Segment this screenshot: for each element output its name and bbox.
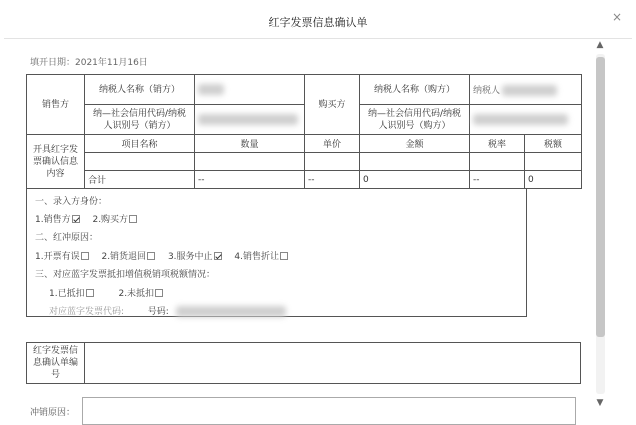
buyer-name-value bbox=[470, 75, 582, 105]
close-icon[interactable]: × bbox=[611, 10, 622, 24]
scroll-up-icon[interactable]: ▲ bbox=[596, 40, 604, 50]
scroll-down-icon[interactable]: ▼ bbox=[596, 398, 604, 408]
seller-id-value bbox=[195, 105, 305, 135]
seller-name-value bbox=[195, 75, 305, 105]
col-header-quantity: 数量 bbox=[195, 135, 305, 153]
scroll-track[interactable] bbox=[596, 54, 605, 394]
option-service-stop-checkbox[interactable] bbox=[214, 252, 222, 260]
reason-textarea[interactable] bbox=[82, 397, 576, 425]
item-cell[interactable] bbox=[85, 153, 195, 171]
option-not-deducted-checkbox[interactable] bbox=[155, 289, 163, 297]
buyer-id-label: 纳—社会信用代码/纳税 人识别号（购方） bbox=[360, 105, 470, 135]
option-not-deducted-label: 2.未抵扣 bbox=[118, 289, 155, 299]
option-buyer-checkbox[interactable] bbox=[129, 215, 137, 223]
option-deducted-label: 1.已抵扣 bbox=[49, 289, 85, 299]
total-tax-rate: -- bbox=[470, 171, 525, 189]
option-service-stop-label: 3.服务中止 bbox=[167, 252, 213, 262]
buyer-name-label: 纳税人名称（购方） bbox=[360, 75, 470, 105]
option-discount-label: 4.销售折让 bbox=[234, 252, 279, 262]
blue-invoice-number-label: 号码: bbox=[147, 307, 169, 317]
item-cell[interactable] bbox=[360, 153, 470, 171]
option-return-checkbox[interactable] bbox=[147, 252, 155, 260]
total-quantity: -- bbox=[195, 171, 305, 189]
items-section-label: 开具红字发 票确认信息 内容 bbox=[27, 135, 85, 189]
col-header-amount: 金额 bbox=[360, 135, 470, 153]
invoice-table bbox=[26, 74, 582, 189]
buyer-name-redacted bbox=[502, 85, 557, 96]
option-error-label: 1.开票有误 bbox=[35, 252, 80, 262]
option-return-label: 2.销货退回 bbox=[101, 252, 147, 262]
scroll-thumb[interactable] bbox=[596, 57, 605, 337]
seller-id-label: 纳—社会信用代码/纳税 人识别号（销方） bbox=[85, 105, 195, 135]
total-amount: 0 bbox=[360, 171, 470, 189]
title-divider bbox=[4, 38, 632, 39]
reason-question: 二、红冲原因： bbox=[35, 233, 99, 243]
option-deducted-checkbox[interactable] bbox=[86, 289, 94, 297]
entry-role-options bbox=[35, 212, 140, 225]
dialog-title: 红字发票信息确认单 bbox=[268, 16, 368, 29]
buyer-id-value bbox=[470, 105, 582, 135]
seller-id-redacted bbox=[198, 114, 298, 125]
confirmation-number-row bbox=[26, 342, 581, 384]
confirmation-number-label: 红字发票信 息确认单编 号 bbox=[27, 343, 85, 383]
col-header-tax-rate: 税率 bbox=[470, 135, 525, 153]
options-panel bbox=[26, 189, 527, 317]
seller-name-label: 纳税人名称（销方） bbox=[85, 75, 195, 105]
entry-role-question: 一、录入方身份： bbox=[35, 197, 108, 207]
option-discount-checkbox[interactable] bbox=[280, 252, 288, 260]
item-cell[interactable] bbox=[195, 153, 305, 171]
blue-invoice-row bbox=[49, 304, 286, 317]
total-tax: 0 bbox=[525, 171, 582, 189]
col-header-unit-price: 单价 bbox=[305, 135, 360, 153]
deduction-options bbox=[49, 286, 166, 299]
buyer-id-redacted bbox=[473, 114, 568, 125]
reason-label: 冲销原因： bbox=[30, 408, 76, 418]
item-cell[interactable] bbox=[525, 153, 582, 171]
seller-section-label: 销售方 bbox=[27, 75, 85, 135]
blue-invoice-number-redacted bbox=[176, 306, 286, 317]
item-cell[interactable] bbox=[470, 153, 525, 171]
blue-invoice-code-label: 对应蓝字发票代码: bbox=[49, 307, 125, 317]
item-cell[interactable] bbox=[305, 153, 360, 171]
fill-date: 填开日期：2021年11月16日 bbox=[30, 58, 148, 68]
col-header-tax: 税额 bbox=[525, 135, 582, 153]
buyer-section-label: 购买方 bbox=[305, 75, 360, 135]
option-seller-label: 1.销售方 bbox=[35, 215, 71, 225]
option-error-checkbox[interactable] bbox=[81, 252, 89, 260]
vertical-scrollbar[interactable] bbox=[593, 38, 607, 410]
form-scroll-area bbox=[26, 74, 586, 424]
total-label: 合计 bbox=[85, 171, 195, 189]
total-unit-price: -- bbox=[305, 171, 360, 189]
option-seller-checkbox[interactable] bbox=[72, 215, 80, 223]
buyer-name-text: 纳税人 bbox=[473, 86, 501, 96]
deduction-question: 三、对应蓝字发票抵扣增值税销项税额情况： bbox=[35, 270, 216, 280]
col-header-item: 项目名称 bbox=[85, 135, 195, 153]
reason-options bbox=[35, 249, 291, 262]
option-buyer-label: 2.购买方 bbox=[92, 215, 129, 225]
seller-name-redacted bbox=[198, 84, 224, 95]
